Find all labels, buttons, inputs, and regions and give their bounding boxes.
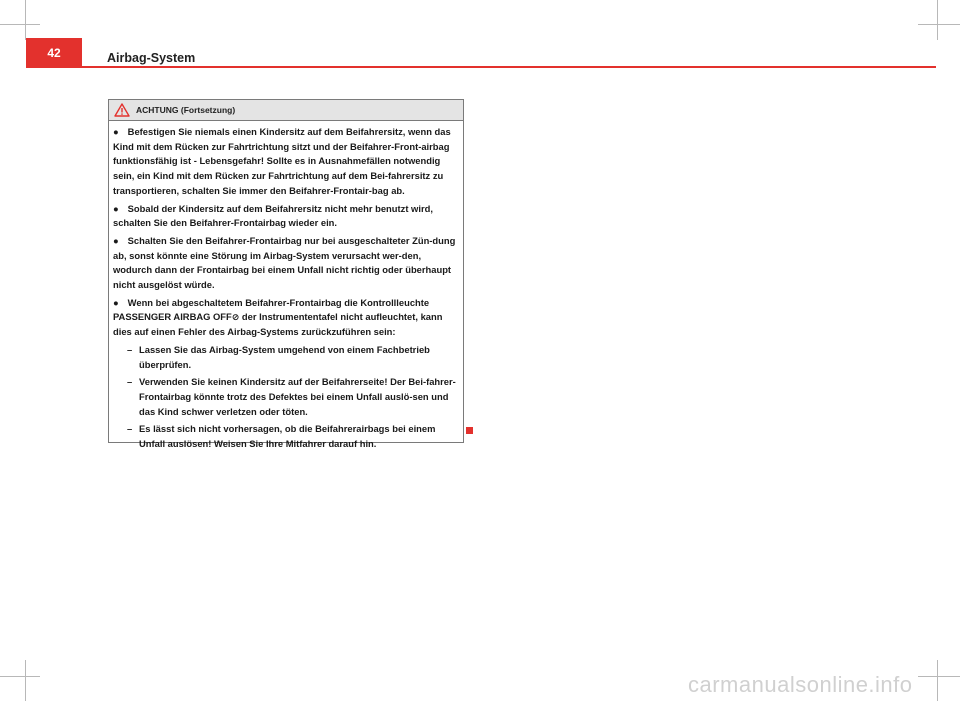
page-number: 42 <box>26 38 82 68</box>
bullet-text: Befestigen Sie niemals einen Kindersitz auf dem Beifahrersitz, wenn das Kind mit dem Rücken zur Fahrtrichtung sitzt und der Beifahrer-Front-airbag funktionsfähig ist - Lebensgefahr! Sollte es in Ausnahmefällen notwendig sein, ein Kind mit dem Rücken zur Fahrtrichtung auf dem Bei-fahrersitz zu transportieren, schalten Sie immer den Beifahrer-Frontair-bag ab. <box>113 126 451 196</box>
dash-glyph: – <box>127 376 133 388</box>
warning-header <box>109 100 463 121</box>
bullet-text: Sobald der Kindersitz auf dem Beifahrersitz nicht mehr benutzt wird, schalten Sie den Beifahrer-Frontairbag wieder ein. <box>113 202 433 229</box>
warning-bullet <box>113 296 457 340</box>
crop-mark <box>0 24 40 25</box>
sub-item-text: Es lässt sich nicht vorhersagen, ob die Beifahrerairbags bei einem Unfall auslösen! Weisen Sie Ihre Mitfahrer darauf hin. <box>139 423 436 450</box>
page-title: Airbag-System <box>107 51 196 65</box>
warning-bullet <box>113 125 457 199</box>
warning-sub-item <box>127 422 457 451</box>
crop-mark <box>937 0 938 40</box>
section-end-marker <box>466 427 473 434</box>
bullet-text: Schalten Sie den Beifahrer-Frontairbag nur bei ausgeschalteter Zün-dung ab, sonst könnte eine Störung im Airbag-System verursacht wer-den, wodurch dann der Frontairbag bei einem Unfall nicht richtig oder überhaupt nicht ausgelöst würde. <box>113 234 456 291</box>
bullet-glyph: ● <box>113 126 119 137</box>
bullet-glyph: ● <box>113 234 119 246</box>
crop-mark <box>0 676 40 677</box>
passenger-airbag-off-icon: ⊘ <box>231 312 240 323</box>
header-rule <box>26 66 936 68</box>
warning-bullet <box>113 234 457 293</box>
warning-bullet <box>113 202 457 231</box>
watermark: carmanualsonline.info <box>688 672 913 697</box>
warning-sub-item <box>127 375 457 419</box>
bullet-text: der Instrumententafel nicht aufleuchtet, kann dies auf einen Fehler des Airbag-Systems zurückzuführen sein: <box>113 311 443 338</box>
sub-item-text: Verwenden Sie keinen Kindersitz auf der Beifahrerseite! Der Bei-fahrer-Frontairbag könnte trotz des Defektes bei einem Unfall auslö-sen und das Kind schwer verletzen oder töten. <box>139 376 456 417</box>
dash-glyph: – <box>127 343 133 355</box>
crop-mark <box>25 0 26 40</box>
sub-item-text: Lassen Sie das Airbag-System umgehend von einem Fachbetrieb überprüfen. <box>139 343 430 370</box>
crop-mark <box>918 24 960 25</box>
warning-triangle-icon <box>114 103 130 117</box>
bullet-text: Wenn bei abgeschaltetem Beifahrer-Frontairbag die Kontrollleuchte PASSENGER AIRBAG OFF <box>113 296 430 323</box>
crop-mark <box>918 676 960 677</box>
warning-title: ACHTUNG (Fortsetzung) <box>136 105 236 115</box>
crop-mark <box>937 660 938 701</box>
bullet-glyph: ● <box>113 296 119 308</box>
crop-mark <box>25 660 26 701</box>
warning-box <box>108 99 464 450</box>
dash-glyph: – <box>127 423 133 435</box>
bullet-glyph: ● <box>113 202 119 214</box>
warning-sub-item <box>127 343 457 372</box>
warning-body <box>109 121 463 452</box>
